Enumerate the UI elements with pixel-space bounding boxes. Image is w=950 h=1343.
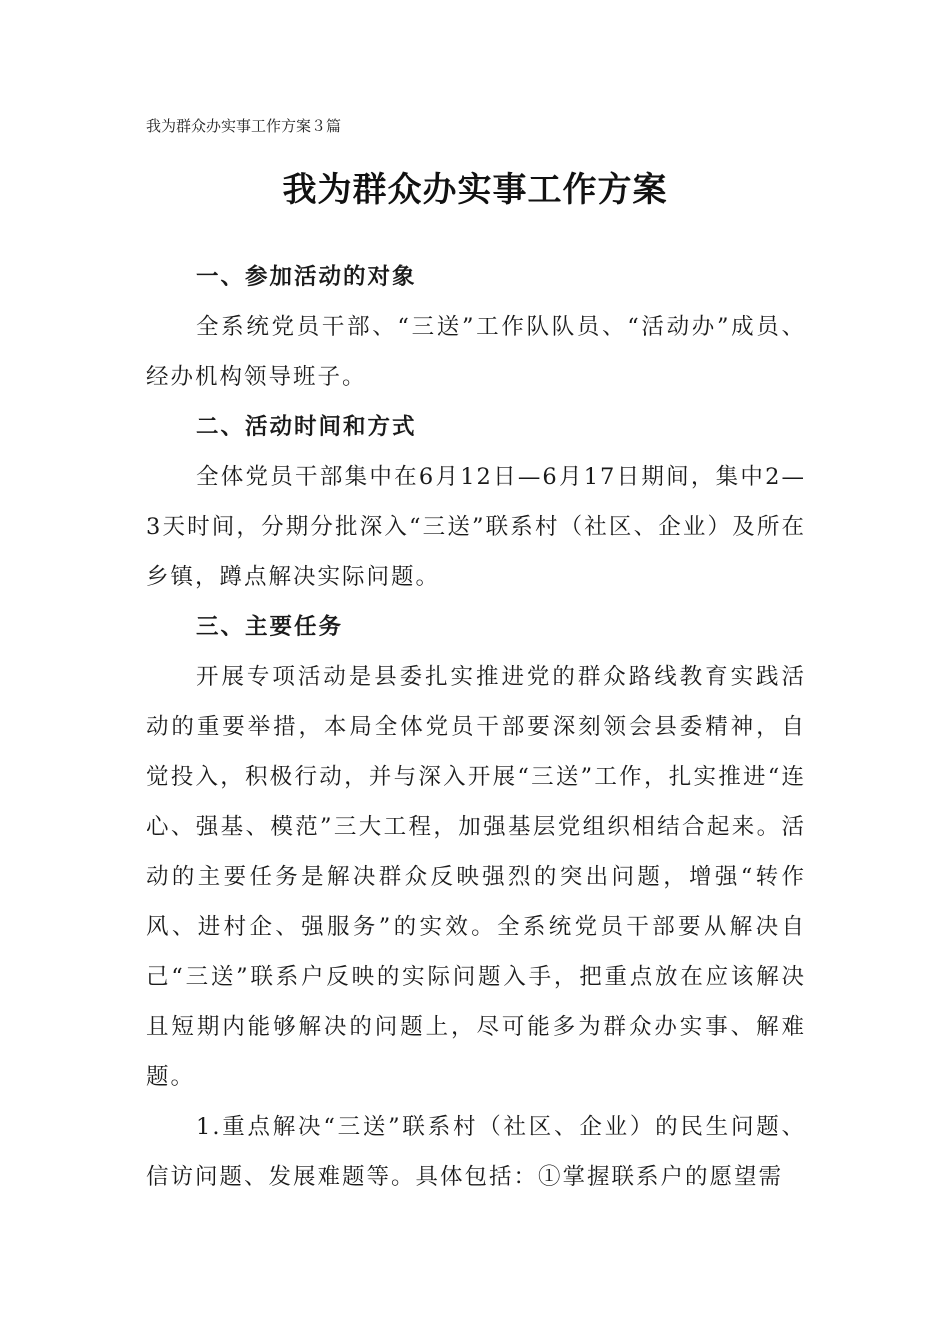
- section-3-paragraph-2: 1.重点解决“三送”联系村（社区、企业）的民生问题、信访问题、发展难题等。具体包括：①掌握联系户的愿望需: [146, 1114, 806, 1190]
- section-heading-2: 二、活动时间和方式: [196, 414, 417, 440]
- section-heading-1: 一、参加活动的对象: [196, 264, 417, 290]
- section-heading-3: 三、主要任务: [196, 614, 344, 640]
- section-2-paragraph-1: 全体党员干部集中在6月12日—6月17日期间，集中2—3天时间，分期分批深入“三送”联系村（社区、企业）及所在乡镇，蹲点解决实际问题。: [146, 464, 806, 590]
- document-body: [146, 252, 806, 1202]
- document-title: 我为群众办实事工作方案: [282, 170, 668, 210]
- section-3-paragraph-1: 开展专项活动是县委扎实推进党的群众路线教育实践活动的重要举措，本局全体党员干部要深刻领会县委精神，自觉投入，积极行动，并与深入开展“三送”工作，扎实推进“连心、强基、模范”三大工程，加强基层党组织相结合起来。活动的主要任务是解决群众反映强烈的突出问题，增强“转作风、进村企、强服务”的实效。全系统党员干部要从解决自己“三送”联系户反映的实际问题入手，把重点放在应该解决且短期内能够解决的问题上，尽可能多为群众办实事、解难题。: [146, 664, 806, 1090]
- section-1-paragraph-1: 全系统党员干部、“三送”工作队队员、“活动办”成员、经办机构领导班子。: [146, 314, 806, 390]
- header-note: 我为群众办实事工作方案３篇: [146, 117, 342, 135]
